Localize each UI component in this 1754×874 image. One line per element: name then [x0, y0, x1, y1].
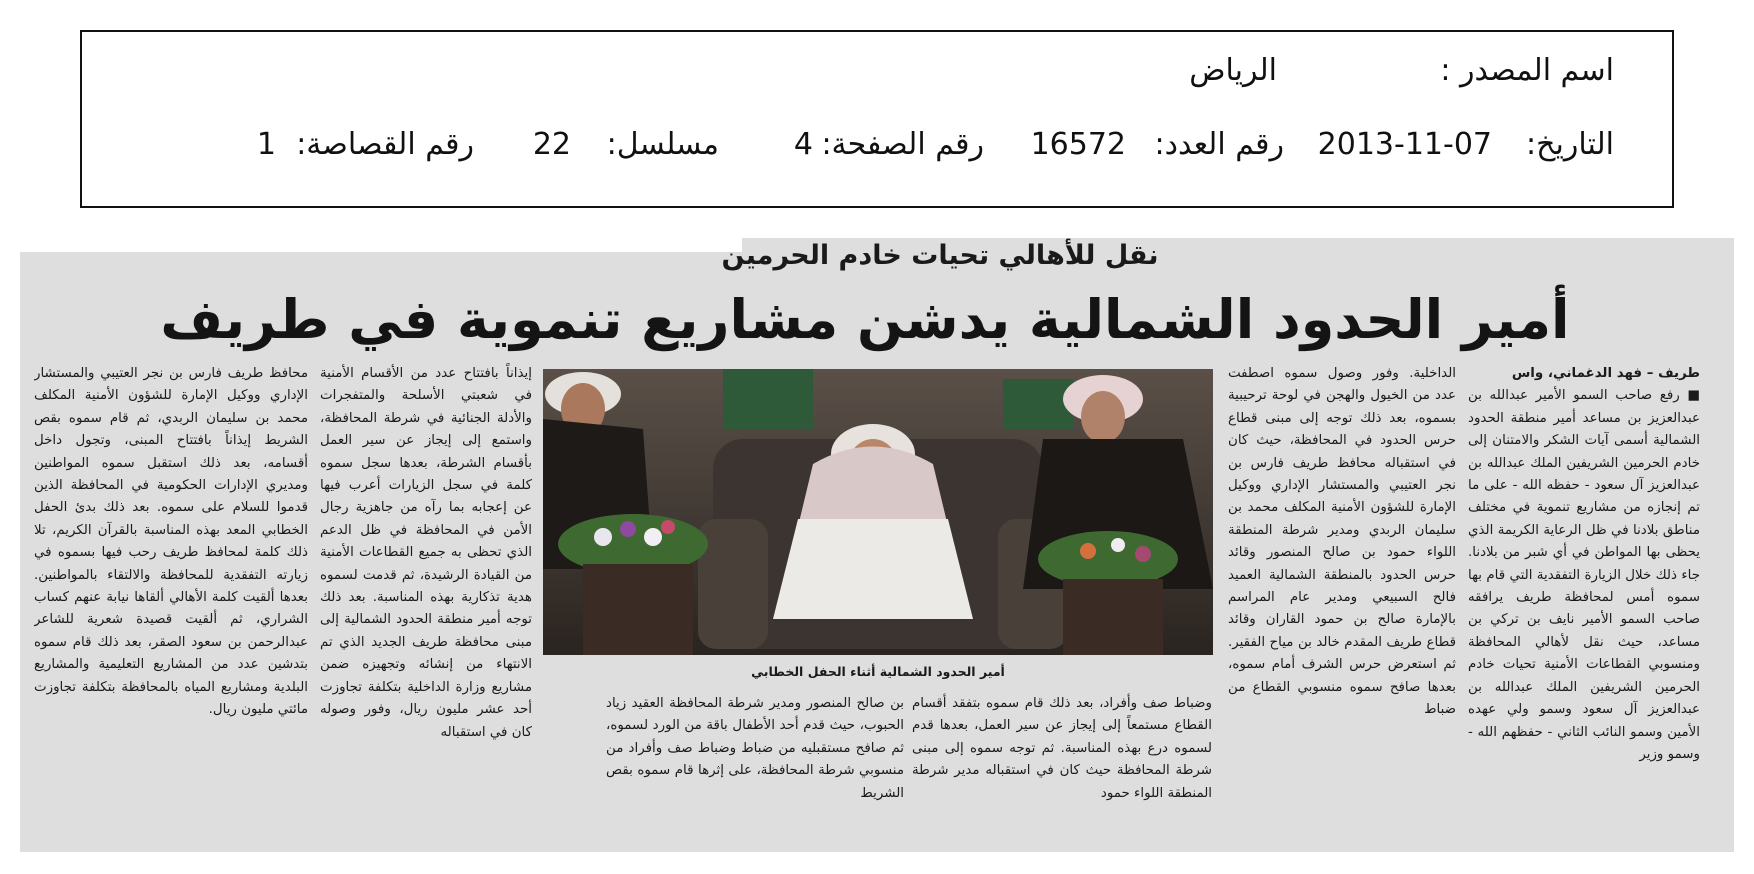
ceremony-photo-image: [543, 369, 1213, 655]
article-kicker: نقل للأهالي تحيات خادم الحرمين: [721, 240, 1159, 271]
article-column-5: [320, 363, 532, 843]
issue-value: 16572: [1030, 127, 1126, 162]
photo-caption: أمير الحدود الشمالية أثناء الحفل الخطابي: [751, 664, 1005, 679]
article-column-4: [606, 693, 904, 843]
date-value: 2013-11-07: [1317, 127, 1492, 162]
page-label: رقم الصفحة:: [821, 127, 984, 162]
clipping-label: رقم القصاصة:: [296, 127, 474, 162]
article-column-3: [912, 693, 1212, 843]
column-2-text: الداخلية. وفور وصول سموه اصطفت عدد من الخيول والهجن في لوحة ترحيبية بسموه، بعد ذلك توجه إلى مبنى قطاع حرس الحدود في المحافظة، حيث كان في استقباله محافظ طريف فارس بن نجر العتيبي والمستشار الإداري ووكيل الإمارة للشؤون الأمنية المكلف محمد بن سليمان الربدي ومدير شرطة المنطقة اللواء حمود بن صالح المنصور وقائد حرس الحدود بالمنطقة الشمالية العميد فالح السبيعي ومدير عام المراسم بالإمارة صالح بن حمود القاران وقائد قطاع طريف المقدم خالد بن مياح الفقير. ثم استعرض حرس الشرف أمام سموه، بعدها صافح سموه منسوبي القطاع من ضباط: [1228, 366, 1456, 718]
column-4-text: بن صالح المنصور ومدير شرطة المحافظة العقيد زياد الحبوب، حيث قدم أحد الأطفال باقة من الورد لسموه، ثم صافح مستقبليه من ضباط وضباط صف وأفراد من منسوبي شرطة المحافظة، على إثرها قام سموه بقص الشريط: [606, 696, 904, 801]
serial-value: 22: [532, 127, 571, 162]
article-photo: [543, 369, 1213, 655]
issue-label: رقم العدد:: [1154, 127, 1284, 162]
article-byline: طريف – فهد الدغماني، واس: [1511, 366, 1700, 381]
article-column-6: [34, 363, 308, 843]
newspaper-clipping: [20, 238, 1734, 852]
page-value: 4: [793, 127, 813, 162]
clipping-value: 1: [256, 127, 276, 162]
column-3-text: وضباط صف وأفراد، بعد ذلك قام سموه بتفقد أقسام القطاع مستمعاً إلى إيجاز عن سير العمل، بعدها قدم لسموه درع بهذه المناسبة. ثم توجه سموه إلى مبنى شرطة المحافظة حيث كان في استقباله مدير شرطة المنطقة اللواء حمود: [912, 696, 1212, 801]
serial-label: مسلسل:: [606, 127, 719, 162]
clipping-metadata-box: [80, 30, 1674, 208]
article-headline: أمير الحدود الشمالية يدشن مشاريع تنموية في طريف: [160, 288, 1570, 351]
column-1-text: ■ رفع صاحب السمو الأمير عبدالله بن عبدالعزيز بن مساعد أمير منطقة الحدود الشمالية أسمى آيات الشكر والامتنان إلى خادم الحرمين الشريفين الملك عبدالله بن عبدالعزيز آل سعود - حفظه الله - على ما تم إنجازه من مشاريع تنموية في مختلف مناطق بلادنا في ظل الرعاية الكريمة الذي يحظى بها المواطن في أي شبر من بلادنا. جاء ذلك خلال الزيارة التفقدية التي قام بها سموه أمس لمحافظة طريف يرافقه صاحب السمو الأمير نايف بن تركي بن مساعد، حيث نقل لأهالي المحافظة ومنسوبي القطاعات الأمنية تحيات خادم الحرمين الشريفين الملك عبدالله بن عبدالعزيز آل سعود وسمو ولي عهده الأمين وسمو النائب الثاني - حفظهم الله - وسمو وزير: [1468, 388, 1700, 762]
source-label: اسم المصدر :: [1440, 53, 1614, 88]
date-label: التاريخ:: [1526, 127, 1614, 162]
column-5-text: إيذاناً بافتتاح عدد من الأقسام الأمنية في شعبتي الأسلحة والمتفجرات والأدلة الجنائية في شرطة المحافظة، واستمع إلى إيجاز عن سير العمل بأقسام الشرطة، بعدها سجل سموه كلمة في سجل الزيارات أعرب فيها عن إعجابه بما رآه من جاهزية رجال الأمن في المحافظة في ظل الدعم الذي تحظى به جميع القطاعات الأمنية من القيادة الرشيدة، ثم قدمت لسموه هدية تذكارية بهذه المناسبة. بعد ذلك توجه أمير منطقة الحدود الشمالية إلى مبنى محافظة طريف الجديد الذي تم الانتهاء من إنشائه وتجهيزه ضمن مشاريع وزارة الداخلية بتكلفة تجاوزت أحد عشر مليون ريال، وفور وصوله كان في استقباله: [320, 366, 532, 740]
article-column-1: [1468, 363, 1700, 843]
article-column-2: [1228, 363, 1456, 843]
column-6-text: محافظ طريف فارس بن نجر العتيبي والمستشار الإداري ووكيل الإمارة للشؤون الأمنية المكلف محمد بن سليمان الربدي، ثم قام سموه بقص الشريط إيذاناً بافتتاح المبنى، وتجول داخل أقسامه، بعد ذلك استقبل سموه المواطنين ومديري الإدارات الحكومية في المحافظة الذين قدموا للسلام على سموه. بعد ذلك بدئ الحفل الخطابي المعد بهذه المناسبة بالقرآن الكريم، تلا ذلك كلمة لمحافظ طريف رحب فيها بسموه في زيارته التفقدية للمحافظة والالتقاء بالمواطنين. بعدها ألقيت كلمة الأهالي ألقاها نيابة عنهم كساب الشراري، ثم ألقيت قصيدة شعرية للشاعر عبدالرحمن بن سعود الصقر، بعد ذلك قام سموه بتدشين عدد من المشاريع التعليمية والمشاريع البلدية ومشاريع المياه بالمحافظة بتكلفة تجاوزت مائتي مليون ريال.: [34, 366, 308, 718]
source-value: الرياض: [1189, 53, 1277, 88]
